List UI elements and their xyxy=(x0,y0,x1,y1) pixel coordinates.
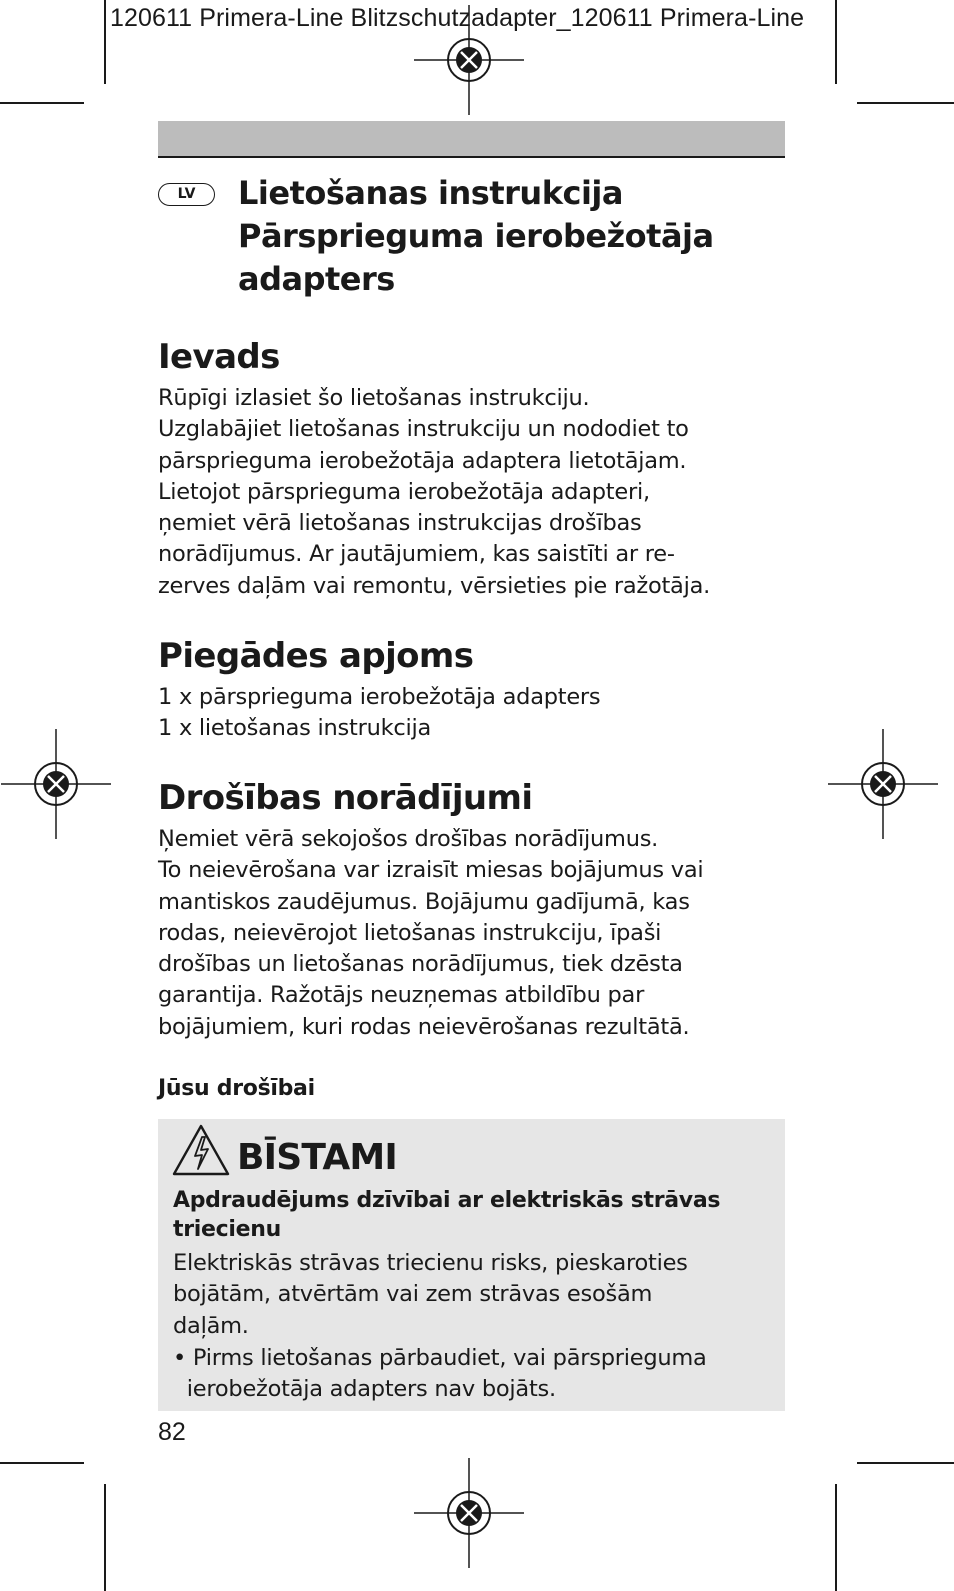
text-line: Uzglabājiet lietošanas instrukciju un nododiet to xyxy=(158,416,689,443)
crop-mark-top-left-h xyxy=(0,102,84,104)
safety-paragraph xyxy=(158,824,798,1043)
crop-mark-top-right-v xyxy=(835,0,837,84)
crop-mark-top-left-v xyxy=(104,0,106,84)
list-item: 1 x pārsprieguma ierobežotāja adapters xyxy=(158,684,601,710)
text-line: Rūpīgi izlasiet šo lietošanas instrukciju. xyxy=(158,385,590,411)
delivery-heading: Piegādes apjoms xyxy=(158,636,474,676)
text-line: rodas, neievērojot lietošanas instrukciju, īpaši xyxy=(158,919,662,946)
bullet-line: • Pirms lietošanas pārbaudiet, vai pārsprieguma xyxy=(173,1345,707,1371)
subtitle-line: Apdraudējums dzīvībai ar elektriskās strāvas xyxy=(173,1188,721,1213)
text-line: mantiskos zaudējumus. Bojājumu gadījumā, kas xyxy=(158,888,690,915)
list-item: 1 x lietošanas instrukcija xyxy=(158,715,432,742)
document-title xyxy=(238,172,798,301)
high-voltage-warning-icon xyxy=(171,1122,231,1178)
crop-mark-top-right-h xyxy=(857,102,954,104)
text-line: zerves daļām vai remontu, vērsieties pie ražotāja. xyxy=(158,572,711,599)
registration-mark-right xyxy=(828,729,938,839)
title-line: Pārsprieguma ierobežotāja xyxy=(238,217,714,255)
text-line: Elektriskās strāvas triecienu risks, pieskaroties xyxy=(173,1250,688,1276)
language-badge: LV xyxy=(158,183,215,206)
danger-subtitle xyxy=(173,1186,773,1244)
danger-title: BĪSTAMI xyxy=(237,1137,398,1178)
title-line: adapters xyxy=(238,260,395,298)
crop-mark-bottom-right-h xyxy=(857,1462,954,1464)
danger-text xyxy=(173,1248,783,1342)
safety-heading: Drošības norādījumi xyxy=(158,778,533,818)
subtitle-line: triecienu xyxy=(173,1217,281,1242)
intro-paragraph xyxy=(158,383,798,602)
danger-bullet xyxy=(173,1343,783,1406)
intro-heading: Ievads xyxy=(158,337,280,377)
text-line: norādījumus. Ar jautājumiem, kas saistīti ar re- xyxy=(158,541,675,568)
bullet-line: ierobežotāja adapters nav bojāts. xyxy=(173,1376,556,1403)
text-line: To neievērošana var izraisīt miesas bojājumus vai xyxy=(158,857,704,884)
crop-mark-bottom-left-v xyxy=(104,1484,106,1591)
registration-mark-bottom xyxy=(414,1458,524,1568)
text-line: daļām. xyxy=(173,1312,249,1339)
text-line: drošības un lietošanas norādījumus, tiek dzēsta xyxy=(158,951,683,978)
text-line: bojājumiem, kuri rodas neievērošanas rezultātā. xyxy=(158,1013,690,1040)
text-line: pārsprieguma ierobežotāja adaptera lietotājam. xyxy=(158,447,687,474)
print-header: 120611 Primera-Line Blitzschutzadapter_120611 Primera-Line xyxy=(110,4,805,32)
delivery-list xyxy=(158,682,798,745)
text-line: Ņemiet vērā sekojošos drošības norādījumus. xyxy=(158,826,659,852)
page-number: 82 xyxy=(158,1418,186,1446)
text-line: ņemiet vērā lietošanas instrukcijas drošības xyxy=(158,510,642,537)
text-line: Lietojot pārsprieguma ierobežotāja adapteri, xyxy=(158,478,650,505)
title-line: Lietošanas instrukcija xyxy=(238,174,623,212)
your-safety-subheading: Jūsu drošībai xyxy=(158,1076,315,1101)
crop-mark-bottom-right-v xyxy=(835,1484,837,1591)
registration-mark-left xyxy=(1,729,111,839)
section-header-bar xyxy=(158,121,785,158)
text-line: garantija. Ražotājs neuzņemas atbildību par xyxy=(158,982,645,1009)
text-line: bojātām, atvērtām vai zem strāvas esošām xyxy=(173,1281,653,1308)
registration-mark-top xyxy=(414,5,524,115)
crop-mark-bottom-left-h xyxy=(0,1462,84,1464)
